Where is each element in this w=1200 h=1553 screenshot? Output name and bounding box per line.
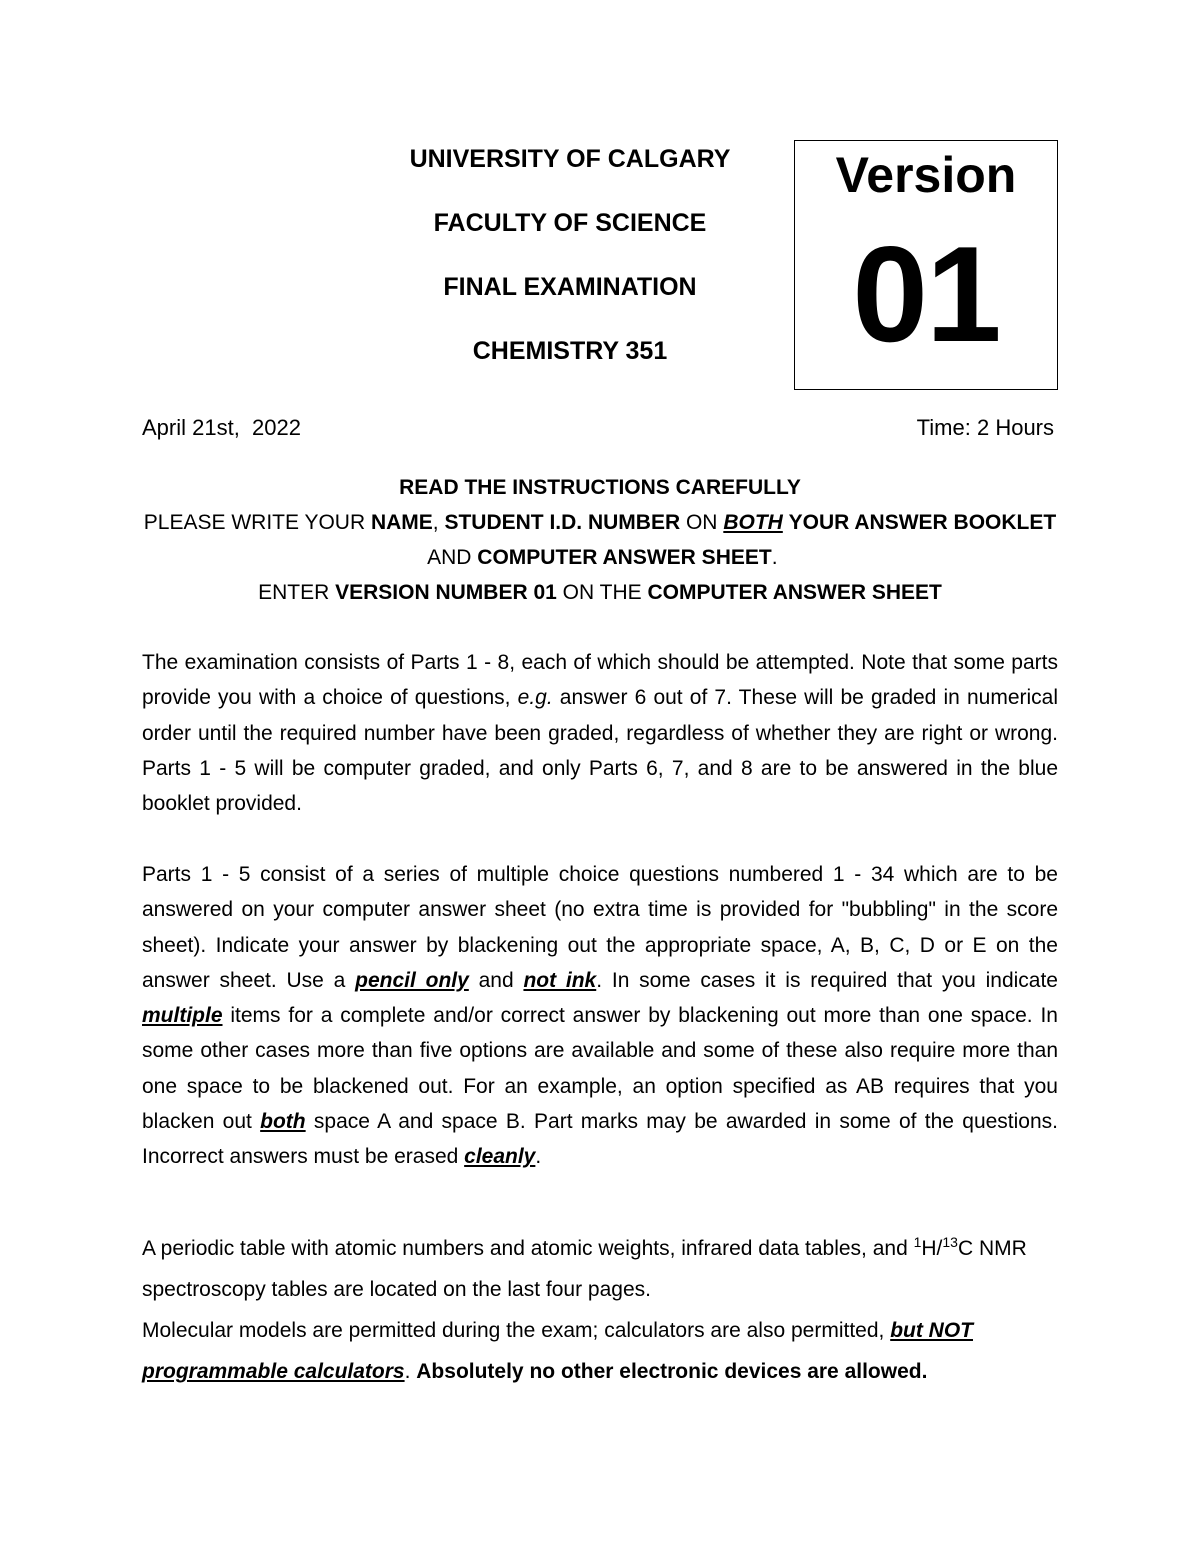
version-number: 01 bbox=[852, 218, 1000, 370]
text-answer-booklet: YOUR ANSWER BOOKLET bbox=[788, 511, 1057, 534]
text-span: H/ bbox=[921, 1237, 943, 1260]
paragraph-exam-structure bbox=[142, 645, 1058, 821]
text-span: space A and space B. Part marks may be awarded in some of the questions. Incorrect answers must be erased bbox=[142, 1110, 1058, 1169]
instructions-write-name bbox=[142, 505, 1058, 575]
text-span: . bbox=[535, 1145, 542, 1169]
text-name: NAME bbox=[370, 511, 433, 534]
text-both: both bbox=[260, 1110, 306, 1134]
text-span: , bbox=[432, 511, 445, 534]
text-both: BOTH bbox=[723, 511, 783, 534]
text-span: . bbox=[771, 546, 778, 569]
superscript-13: 13 bbox=[942, 1234, 958, 1250]
text-span: The examination consists of Parts 1 - 8, each of which should be attempted. Note that some parts provide you with a choice of questions, bbox=[142, 651, 1058, 710]
text-span: Parts 1 - 5 consist of a series of multiple choice questions numbered 1 - 34 which are to be answered on your computer answer sheet (no extra time is provided for "bubbling" in the score sheet). Indicate your answer by blackening out the appropriate space, A, B, C, D or E on the answer sheet. Use a bbox=[142, 863, 1058, 992]
faculty-name: FACULTY OF SCIENCE bbox=[433, 209, 707, 237]
text-multiple: multiple bbox=[142, 1004, 223, 1028]
course-name: CHEMISTRY 351 bbox=[472, 337, 668, 365]
text-span: AND bbox=[422, 546, 478, 569]
text-span: ENTER bbox=[258, 581, 336, 604]
superscript-1: 1 bbox=[913, 1234, 922, 1250]
paragraph-multiple-choice bbox=[142, 857, 1058, 1175]
text-not-ink: not ink bbox=[523, 968, 597, 992]
instructions-enter-version bbox=[142, 575, 1058, 610]
version-label: Version bbox=[835, 147, 1017, 203]
text-span: PLEASE WRITE YOUR bbox=[143, 511, 371, 534]
text-span: . In some cases it is required that you indicate bbox=[596, 968, 1058, 992]
text-span: A periodic table with atomic numbers and atomic weights, infrared data tables, and bbox=[142, 1237, 914, 1260]
version-box bbox=[794, 140, 1058, 390]
text-student-id: STUDENT I.D. NUMBER bbox=[444, 511, 681, 534]
text-cleanly: cleanly bbox=[464, 1145, 536, 1169]
text-no-programmable-calculators: but NOT programmable calculators bbox=[142, 1319, 973, 1383]
text-span: . bbox=[404, 1360, 417, 1383]
text-pencil-only: pencil only bbox=[355, 968, 469, 992]
instructions-block bbox=[142, 470, 1058, 610]
text-span: C NMR spectroscopy tables are located on the last four pages. bbox=[142, 1237, 1027, 1301]
university-name: UNIVERSITY OF CALGARY bbox=[409, 145, 731, 173]
exam-title: FINAL EXAMINATION bbox=[443, 273, 697, 301]
exam-meta bbox=[142, 415, 1054, 441]
text-span: answer 6 out of 7. These will be graded in numerical order until the required number have been graded, regardless of whether they are right or wrong. Parts 1 - 5 will be computer graded, and only Parts 6, 7, and 8 are to be answered in the blue booklet provided. bbox=[142, 686, 1058, 816]
text-version-number: VERSION NUMBER 01 bbox=[335, 581, 557, 604]
exam-duration: Time: 2 Hours bbox=[916, 415, 1054, 440]
paragraph-allowed-devices bbox=[142, 1310, 1058, 1392]
text-eg: e.g. bbox=[517, 686, 553, 710]
text-span: Molecular models are permitted during the exam; calculators are also permitted, bbox=[142, 1319, 891, 1342]
text-computer-answer-sheet: COMPUTER ANSWER SHEET bbox=[477, 546, 772, 569]
exam-date: April 21st, 2022 bbox=[142, 415, 301, 440]
text-span: items for a complete and/or correct answer by blackening out more than one space. In some other cases more than five options are available and some of these also require more than one space to be blackened out. For an example, an option specified as AB requires that you blacken out bbox=[142, 1004, 1058, 1134]
paragraph-data-tables bbox=[142, 1228, 1058, 1310]
text-no-electronic-devices: Absolutely no other electronic devices are allowed. bbox=[416, 1360, 928, 1383]
text-span: ON bbox=[680, 511, 724, 534]
text-span: and bbox=[468, 968, 524, 992]
exam-header bbox=[345, 130, 795, 386]
text-span: ON THE bbox=[556, 581, 648, 604]
instructions-heading: READ THE INSTRUCTIONS CAREFULLY bbox=[399, 476, 801, 499]
text-computer-answer-sheet: COMPUTER ANSWER SHEET bbox=[647, 581, 942, 604]
